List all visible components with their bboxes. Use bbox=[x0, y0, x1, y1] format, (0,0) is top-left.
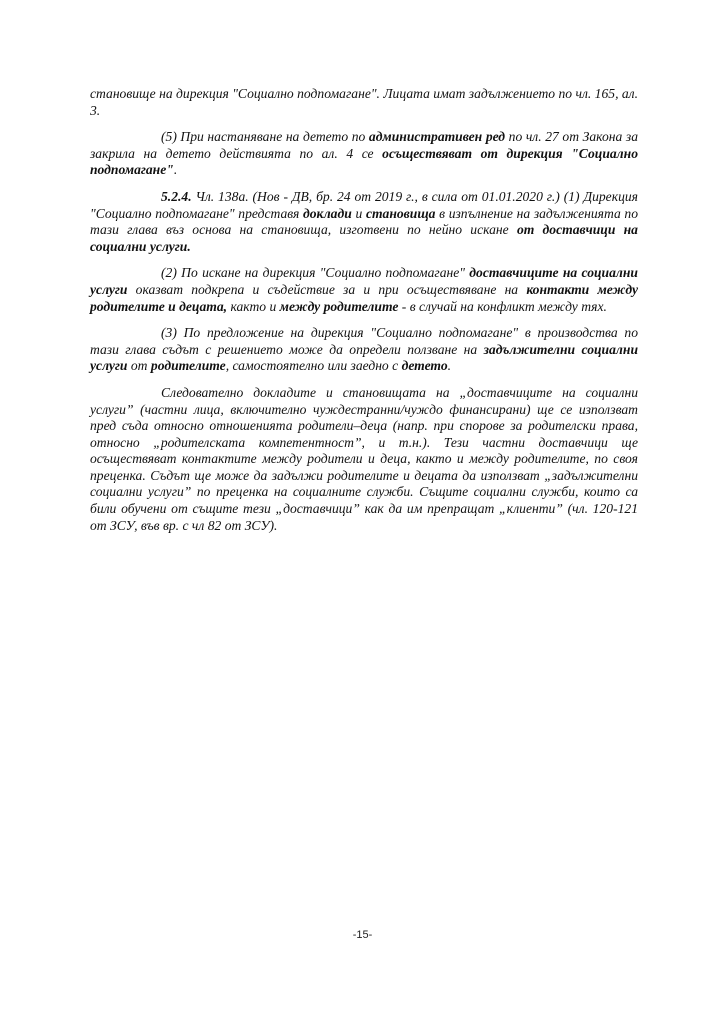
text-span: и bbox=[351, 205, 366, 221]
paragraph-3 bbox=[90, 325, 638, 375]
text-span: . bbox=[447, 358, 452, 374]
bold-text: контакти между родителите и децата, bbox=[90, 281, 638, 314]
text-span: оказват подкрепа и съдействие за и при осъществяване на bbox=[127, 281, 527, 297]
bold-text: осъществяват от дирекция "Социално подпомагане" bbox=[90, 145, 638, 178]
text-span: (2) По искане на дирекция "Социално подпомагане" bbox=[161, 265, 470, 281]
bold-text: детето bbox=[401, 358, 448, 374]
paragraph-conclusion bbox=[90, 385, 638, 534]
bold-text: задължителни социални услуги bbox=[90, 341, 639, 374]
text-span: - в случай на конфликт между тях. bbox=[398, 298, 607, 314]
bold-text: родителите bbox=[150, 358, 226, 374]
bold-text: становища bbox=[365, 205, 436, 221]
section-number: 5.2.4. bbox=[161, 188, 192, 204]
bold-text: доставчиците на социални услуги bbox=[90, 265, 638, 297]
paragraph-5-2-4 bbox=[90, 189, 638, 255]
bold-text: административен ред bbox=[368, 129, 506, 145]
paragraph-5 bbox=[90, 129, 638, 179]
bold-text: между родителите bbox=[279, 298, 399, 314]
text-span: . bbox=[173, 162, 178, 178]
text-span: в изпълнение на задълженията по тази глава въз основа на становища, изготвени по нейно искане bbox=[90, 205, 639, 238]
text-span: от bbox=[127, 358, 151, 374]
body-text bbox=[90, 86, 638, 544]
page-number: -15- bbox=[352, 929, 373, 941]
text-span: по чл. 27 от Закона за закрила на детето действията по ал. 4 се bbox=[90, 129, 638, 161]
text-span: както и bbox=[227, 298, 280, 314]
bold-text: доклади bbox=[303, 205, 352, 221]
text-span: Чл. 138а. (Нов - ДВ, бр. 24 от 2019 г., в сила от 01.01.2020 г.) (1) Дирекция "Социално подпомагане" представя bbox=[90, 188, 638, 221]
paragraph-continuation bbox=[90, 86, 638, 119]
text-span: становище на дирекция "Социално подпомагане". Лицата имат задължението по чл. 165, ал. 3. bbox=[90, 86, 638, 118]
text-span: Следователно докладите и становищата на „доставчиците на социални услуги” (частни лица, включително чуждестранни/чуждо финансирани) ще се използват пред съда относно отношенията родители–деца (напр. при спорове за родителски права, относно „родителската компетентност”, и т.н.). Тези частни доставчици ще осъществяват контактите между родители и деца, както и между родителите, по своя преценка. Съдът ще може да задължи родителите и децата да използват „задължителни социални услуги” по преценка на социалните служби. Същите социални служби, които са били обучени от същите тези „доставчици” как да им препращат „клиенти” (чл. 120-121 от ЗСУ, във вр. с чл 82 от ЗСУ). bbox=[90, 384, 638, 533]
text-span: (3) По предложение на дирекция "Социално подпомагане" в производства по тази глава съдът с решението може да определи ползване на bbox=[90, 325, 638, 357]
text-span: , самостоятелно или заедно с bbox=[225, 358, 402, 374]
bold-text: от доставчици на социални услуги. bbox=[90, 222, 638, 254]
paragraph-2 bbox=[90, 265, 638, 315]
text-span: (5) При настаняване на детето по bbox=[161, 129, 369, 145]
